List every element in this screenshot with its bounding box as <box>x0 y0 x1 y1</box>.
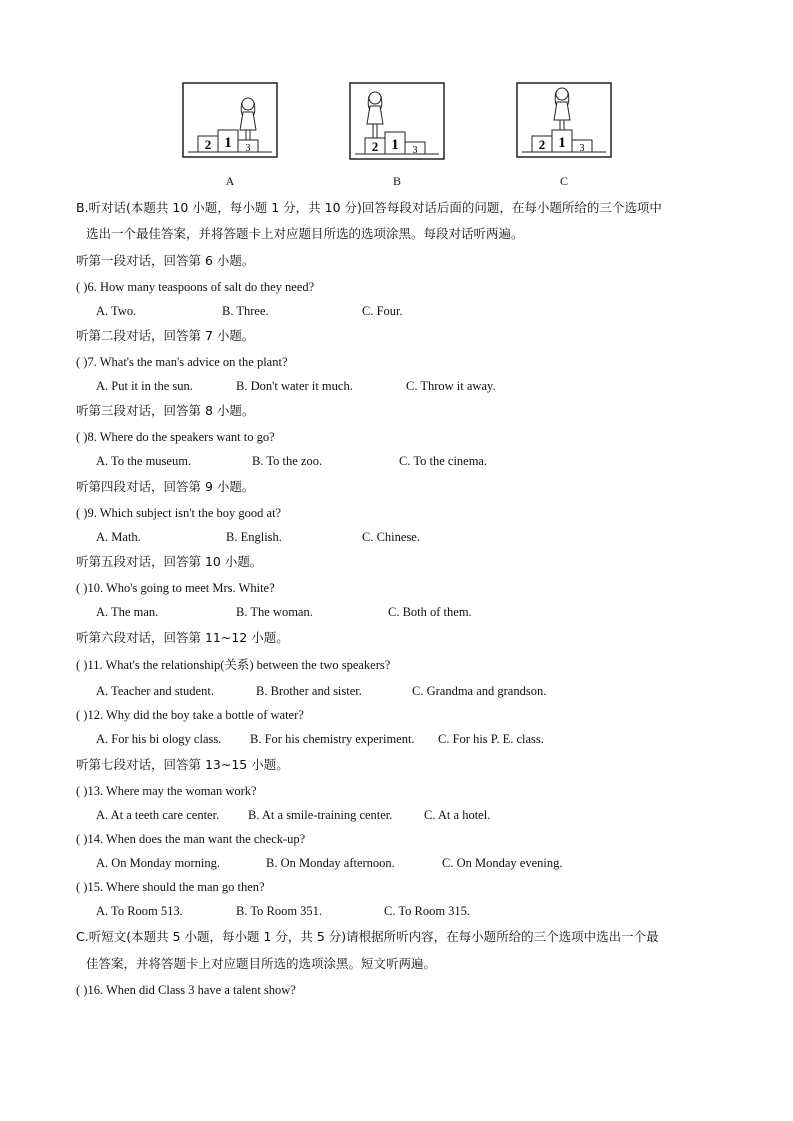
question-9: ( )9. Which subject isn't the boy good at? <box>76 506 282 520</box>
question-15: ( )15. Where should the man go then? <box>76 880 265 894</box>
question-13-option-b: B. At a smile-training center. <box>248 808 393 822</box>
question-6-option-c: C. Four. <box>362 304 403 318</box>
question-7-option-b: B. Don't water it much. <box>236 379 353 393</box>
question-15-option-b: B. To Room 351. <box>236 904 323 918</box>
group-intro: 听第二段对话，回答第 7 小题。 <box>76 328 255 343</box>
podium-2-label: 2 <box>204 137 212 152</box>
question-14: ( )14. When does the man want the check-up? <box>76 832 306 846</box>
question-12-option-c: C. For his P. E. class. <box>438 732 544 746</box>
group-intro: 听第七段对话，回答第 13~15 小题。 <box>76 757 289 772</box>
podium-1-label: 1 <box>224 135 232 151</box>
podium-3-label: 3 <box>245 143 251 154</box>
podium-girl-drawing-b <box>349 82 445 160</box>
question-8-option-b: B. To the zoo. <box>252 454 323 468</box>
group-intro: 听第三段对话，回答第 8 小题。 <box>76 403 255 418</box>
podium-3-label: 3 <box>412 145 418 156</box>
group-intro: 听第五段对话，回答第 10 小题。 <box>76 554 263 569</box>
question-8-option-a: A. To the museum. <box>96 454 192 468</box>
section-b-instruction-1: B.听对话(本题共 10 小题，每小题 1 分，共 10 分)回答每段对话后面的问题，在每小题所给的三个选项中 <box>76 200 662 215</box>
question-10: ( )10. Who's going to meet Mrs. White? <box>76 581 275 595</box>
question-10-option-a: A. The man. <box>96 605 159 619</box>
group-intro: 听第四段对话，回答第 9 小题。 <box>76 479 255 494</box>
question-7: ( )7. What's the man's advice on the plant? <box>76 355 288 369</box>
question-6-option-b: B. Three. <box>222 304 269 318</box>
podium-girl-drawing-c <box>516 82 612 158</box>
picture-c-label: C <box>559 174 568 188</box>
picture-options <box>0 82 793 192</box>
question-15-option-c: C. To Room 315. <box>384 904 471 918</box>
question-12-option-a: A. For his bi ology class. <box>96 732 222 746</box>
podium-2-label: 2 <box>371 139 379 154</box>
question-6: ( )6. How many teaspoons of salt do they need? <box>76 280 315 294</box>
question-13: ( )13. Where may the woman work? <box>76 784 257 798</box>
picture-a <box>182 82 278 188</box>
question-11-option-a: A. Teacher and student. <box>96 684 214 698</box>
group-intro: 听第六段对话，回答第 11~12 小题。 <box>76 630 289 645</box>
question-9-option-b: B. English. <box>226 530 282 544</box>
section-b-instruction-2: 选出一个最佳答案，并将答题卡上对应题目所选的选项涂黑。每段对话听两遍。 <box>86 226 524 241</box>
picture-c <box>516 82 612 188</box>
question-14-option-a: A. On Monday morning. <box>96 856 220 870</box>
question-7-option-c: C. Throw it away. <box>406 379 496 393</box>
question-8-option-c: C. To the cinema. <box>399 454 488 468</box>
question-15-option-a: A. To Room 513. <box>96 904 183 918</box>
question-13-option-a: A. At a teeth care center. <box>96 808 220 822</box>
section-c-instruction-1: C.听短文(本题共 5 小题，每小题 1 分，共 5 分)请根据所听内容，在每小题所给的三个选项中选出一个最 <box>76 929 659 944</box>
question-9-option-a: A. Math. <box>96 530 141 544</box>
picture-b-label: B <box>392 174 401 188</box>
question-7-option-a: A. Put it in the sun. <box>96 379 193 393</box>
question-9-option-c: C. Chinese. <box>362 530 420 544</box>
question-10-option-c: C. Both of them. <box>388 605 472 619</box>
question-16: ( )16. When did Class 3 have a talent show? <box>76 983 296 997</box>
podium-2-label: 2 <box>538 137 546 152</box>
question-10-option-b: B. The woman. <box>236 605 313 619</box>
picture-a-label: A <box>225 174 235 188</box>
question-14-option-b: B. On Monday afternoon. <box>266 856 395 870</box>
question-8: ( )8. Where do the speakers want to go? <box>76 430 275 444</box>
question-11-option-b: B. Brother and sister. <box>256 684 362 698</box>
group-intro: 听第一段对话，回答第 6 小题。 <box>76 253 255 268</box>
section-c-instruction-2: 佳答案，并将答题卡上对应题目所选的选项涂黑。短文听两遍。 <box>86 956 437 971</box>
question-11-option-c: C. Grandma and grandson. <box>412 684 547 698</box>
podium-1-label: 1 <box>558 135 566 151</box>
question-14-option-c: C. On Monday evening. <box>442 856 563 870</box>
question-12-option-b: B. For his chemistry experiment. <box>250 732 415 746</box>
podium-girl-drawing-a <box>182 82 278 158</box>
question-6-option-a: A. Two. <box>96 304 137 318</box>
podium-1-label: 1 <box>391 137 399 153</box>
question-13-option-c: C. At a hotel. <box>424 808 491 822</box>
question-12: ( )12. Why did the boy take a bottle of water? <box>76 708 304 722</box>
question-11: ( )11. What's the relationship(关系) between the two speakers? <box>76 658 391 672</box>
picture-b <box>349 82 445 188</box>
podium-3-label: 3 <box>579 143 585 154</box>
